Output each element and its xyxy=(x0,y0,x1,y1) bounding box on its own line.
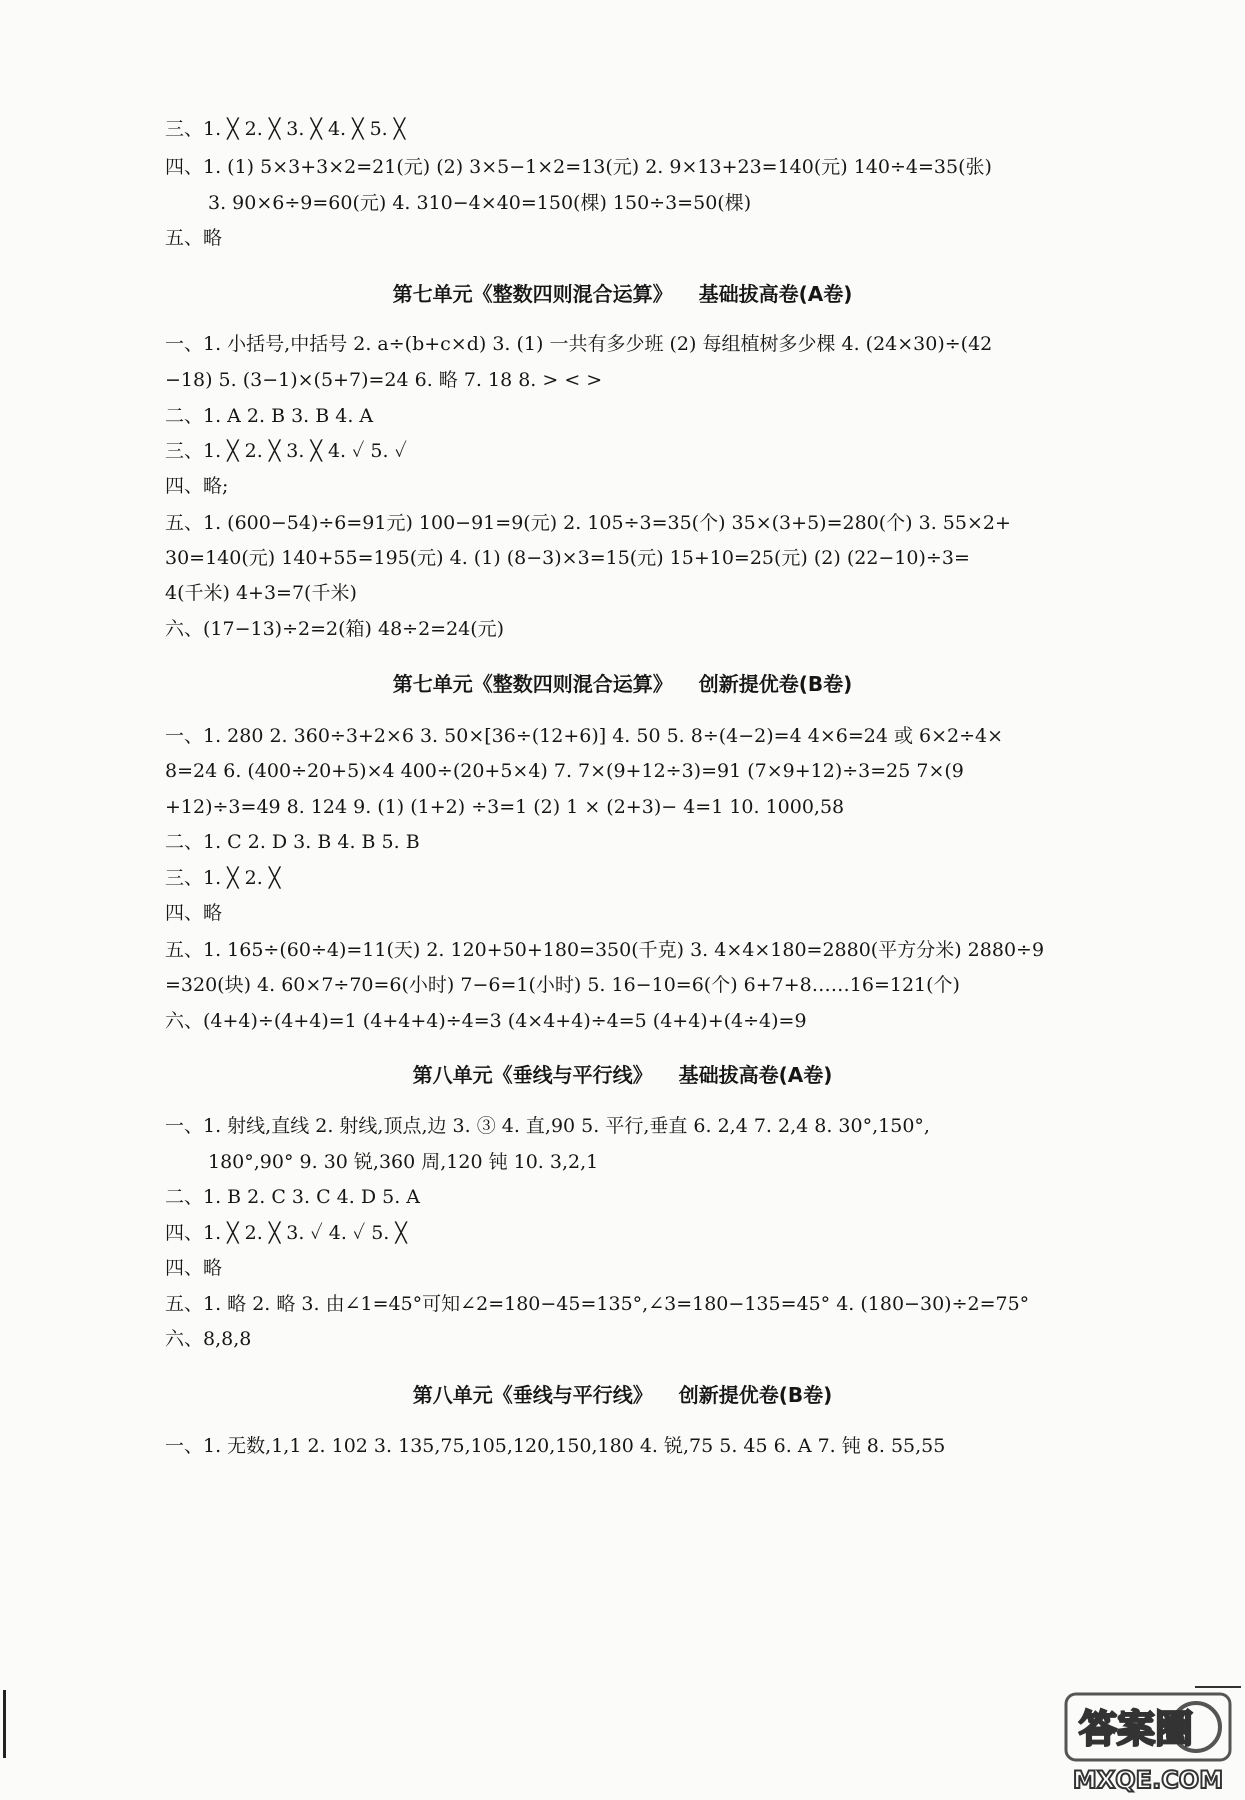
answer-line: 三、1. ╳ 2. ╳ 3. ╳ 4. ✓ 5. ✓ xyxy=(165,440,407,462)
answer-line: 三、1. ╳ 2. ╳ xyxy=(165,867,281,889)
answer-line: 一、1. 小括号,中括号 2. a÷(b+c×d) 3. (1) 一共有多少班 (2) 每组植树多少棵 4. (24×30)÷(42 xyxy=(165,333,993,355)
title-unit: 第七单元《整数四则混合运算》 xyxy=(392,672,673,696)
title-kind: 创新提优卷(B卷) xyxy=(698,672,853,696)
answer-line: 30=140(元) 140+55=195(元) 4. (1) (8−3)×3=15(元) 15+10=25(元) (2) (22−10)÷3= xyxy=(165,547,970,569)
answer-line: 五、1. 略 2. 略 3. 由∠1=45°可知∠2=180−45=135°,∠3=180−135=45° 4. (180−30)÷2=75° xyxy=(165,1293,1030,1315)
answer-line: 二、1. A 2. B 3. B 4. A xyxy=(165,405,374,427)
answer-line: 五、1. (600−54)÷6=91元) 100−91=9(元) 2. 105÷3=35(个) 35×(3+5)=280(个) 3. 55×2+ xyxy=(165,512,1011,534)
answer-line: 六、(17−13)÷2=2(箱) 48÷2=24(元) xyxy=(165,618,505,640)
answer-line: 二、1. B 2. C 3. C 4. D 5. A xyxy=(165,1186,420,1208)
answer-line: 五、1. 165÷(60÷4)=11(天) 2. 120+50+180=350(千克) 3. 4×4×180=2880(平方分米) 2880÷9 xyxy=(165,939,1045,961)
answer-line: 二、1. C 2. D 3. B 4. B 5. B xyxy=(165,831,420,853)
title-unit: 第七单元《整数四则混合运算》 xyxy=(392,282,673,306)
answer-line: 一、1. 无数,1,1 2. 102 3. 135,75,105,120,150,180 4. 锐,75 5. 45 6. A 7. 钝 8. 55,55 xyxy=(165,1435,946,1457)
answer-line: 四、1. ╳ 2. ╳ 3. ✓ 4. ✓ 5. ╳ xyxy=(165,1222,407,1244)
answer-line: −18) 5. (3−1)×(5+7)=24 6. 略 7. 18 8. > < > xyxy=(165,369,603,391)
margin-binding-bar xyxy=(3,1690,6,1758)
answer-line: 180°,90° 9. 30 锐,360 周,120 钝 10. 3,2,1 xyxy=(208,1151,599,1173)
watermark-text-bottom: MXQE.COM xyxy=(1072,1766,1224,1794)
section-title-unit7-b xyxy=(0,668,1245,700)
answer-line: 四、略; xyxy=(165,475,229,497)
answer-line: =320(块) 4. 60×7÷70=6(小时) 7−6=1(小时) 5. 16−10=6(个) 6+7+8……16=121(个) xyxy=(165,974,960,996)
watermark-text-top: 答案圈 xyxy=(1078,1707,1194,1751)
answer-line: 六、8,8,8 xyxy=(165,1328,252,1350)
answer-line: 8=24 6. (400÷20+5)×4 400÷(20+5×4) 7. 7×(9+12÷3)=91 (7×9+12)÷3=25 7×(9 xyxy=(165,760,964,782)
answer-line: 4(千米) 4+3=7(千米) xyxy=(165,582,357,604)
answer-line: 五、略 xyxy=(165,227,223,249)
answer-line: 一、1. 射线,直线 2. 射线,顶点,边 3. ③ 4. 直,90 5. 平行,垂直 6. 2,4 7. 2,4 8. 30°,150°, xyxy=(165,1115,930,1137)
section-title-unit8-b xyxy=(0,1379,1245,1411)
answer-line: 六、(4+4)÷(4+4)=1 (4+4+4)÷4=3 (4×4+4)÷4=5 (4+4)+(4÷4)=9 xyxy=(165,1010,807,1032)
title-kind: 创新提优卷(B卷) xyxy=(678,1383,833,1407)
answer-line: 3. 90×6÷9=60(元) 4. 310−4×40=150(棵) 150÷3=50(棵) xyxy=(208,192,752,214)
title-kind: 基础拔高卷(A卷) xyxy=(698,282,853,306)
section-title-unit7-a xyxy=(0,278,1245,310)
title-kind: 基础拔高卷(A卷) xyxy=(678,1063,833,1087)
answer-line: 四、1. (1) 5×3+3×2=21(元) (2) 3×5−1×2=13(元) 2. 9×13+23=140(元) 140÷4=35(张) xyxy=(165,156,992,178)
answer-line: +12)÷3=49 8. 124 9. (1) (1+2) ÷3=1 (2) 1 × (2+3)− 4=1 10. 1000,58 xyxy=(165,796,845,818)
answer-line: 三、1. ╳ 2. ╳ 3. ╳ 4. ╳ 5. ╳ xyxy=(165,118,406,140)
answer-line: 一、1. 280 2. 360÷3+2×6 3. 50×[36÷(12+6)] 4. 50 5. 8÷(4−2)=4 4×6=24 或 6×2÷4× xyxy=(165,725,1004,747)
watermark-logo xyxy=(1058,1688,1238,1796)
answer-line: 四、略 xyxy=(165,902,223,924)
title-unit: 第八单元《垂线与平行线》 xyxy=(412,1383,653,1407)
answer-line: 四、略 xyxy=(165,1257,223,1279)
title-unit: 第八单元《垂线与平行线》 xyxy=(412,1063,653,1087)
section-title-unit8-a xyxy=(0,1059,1245,1091)
